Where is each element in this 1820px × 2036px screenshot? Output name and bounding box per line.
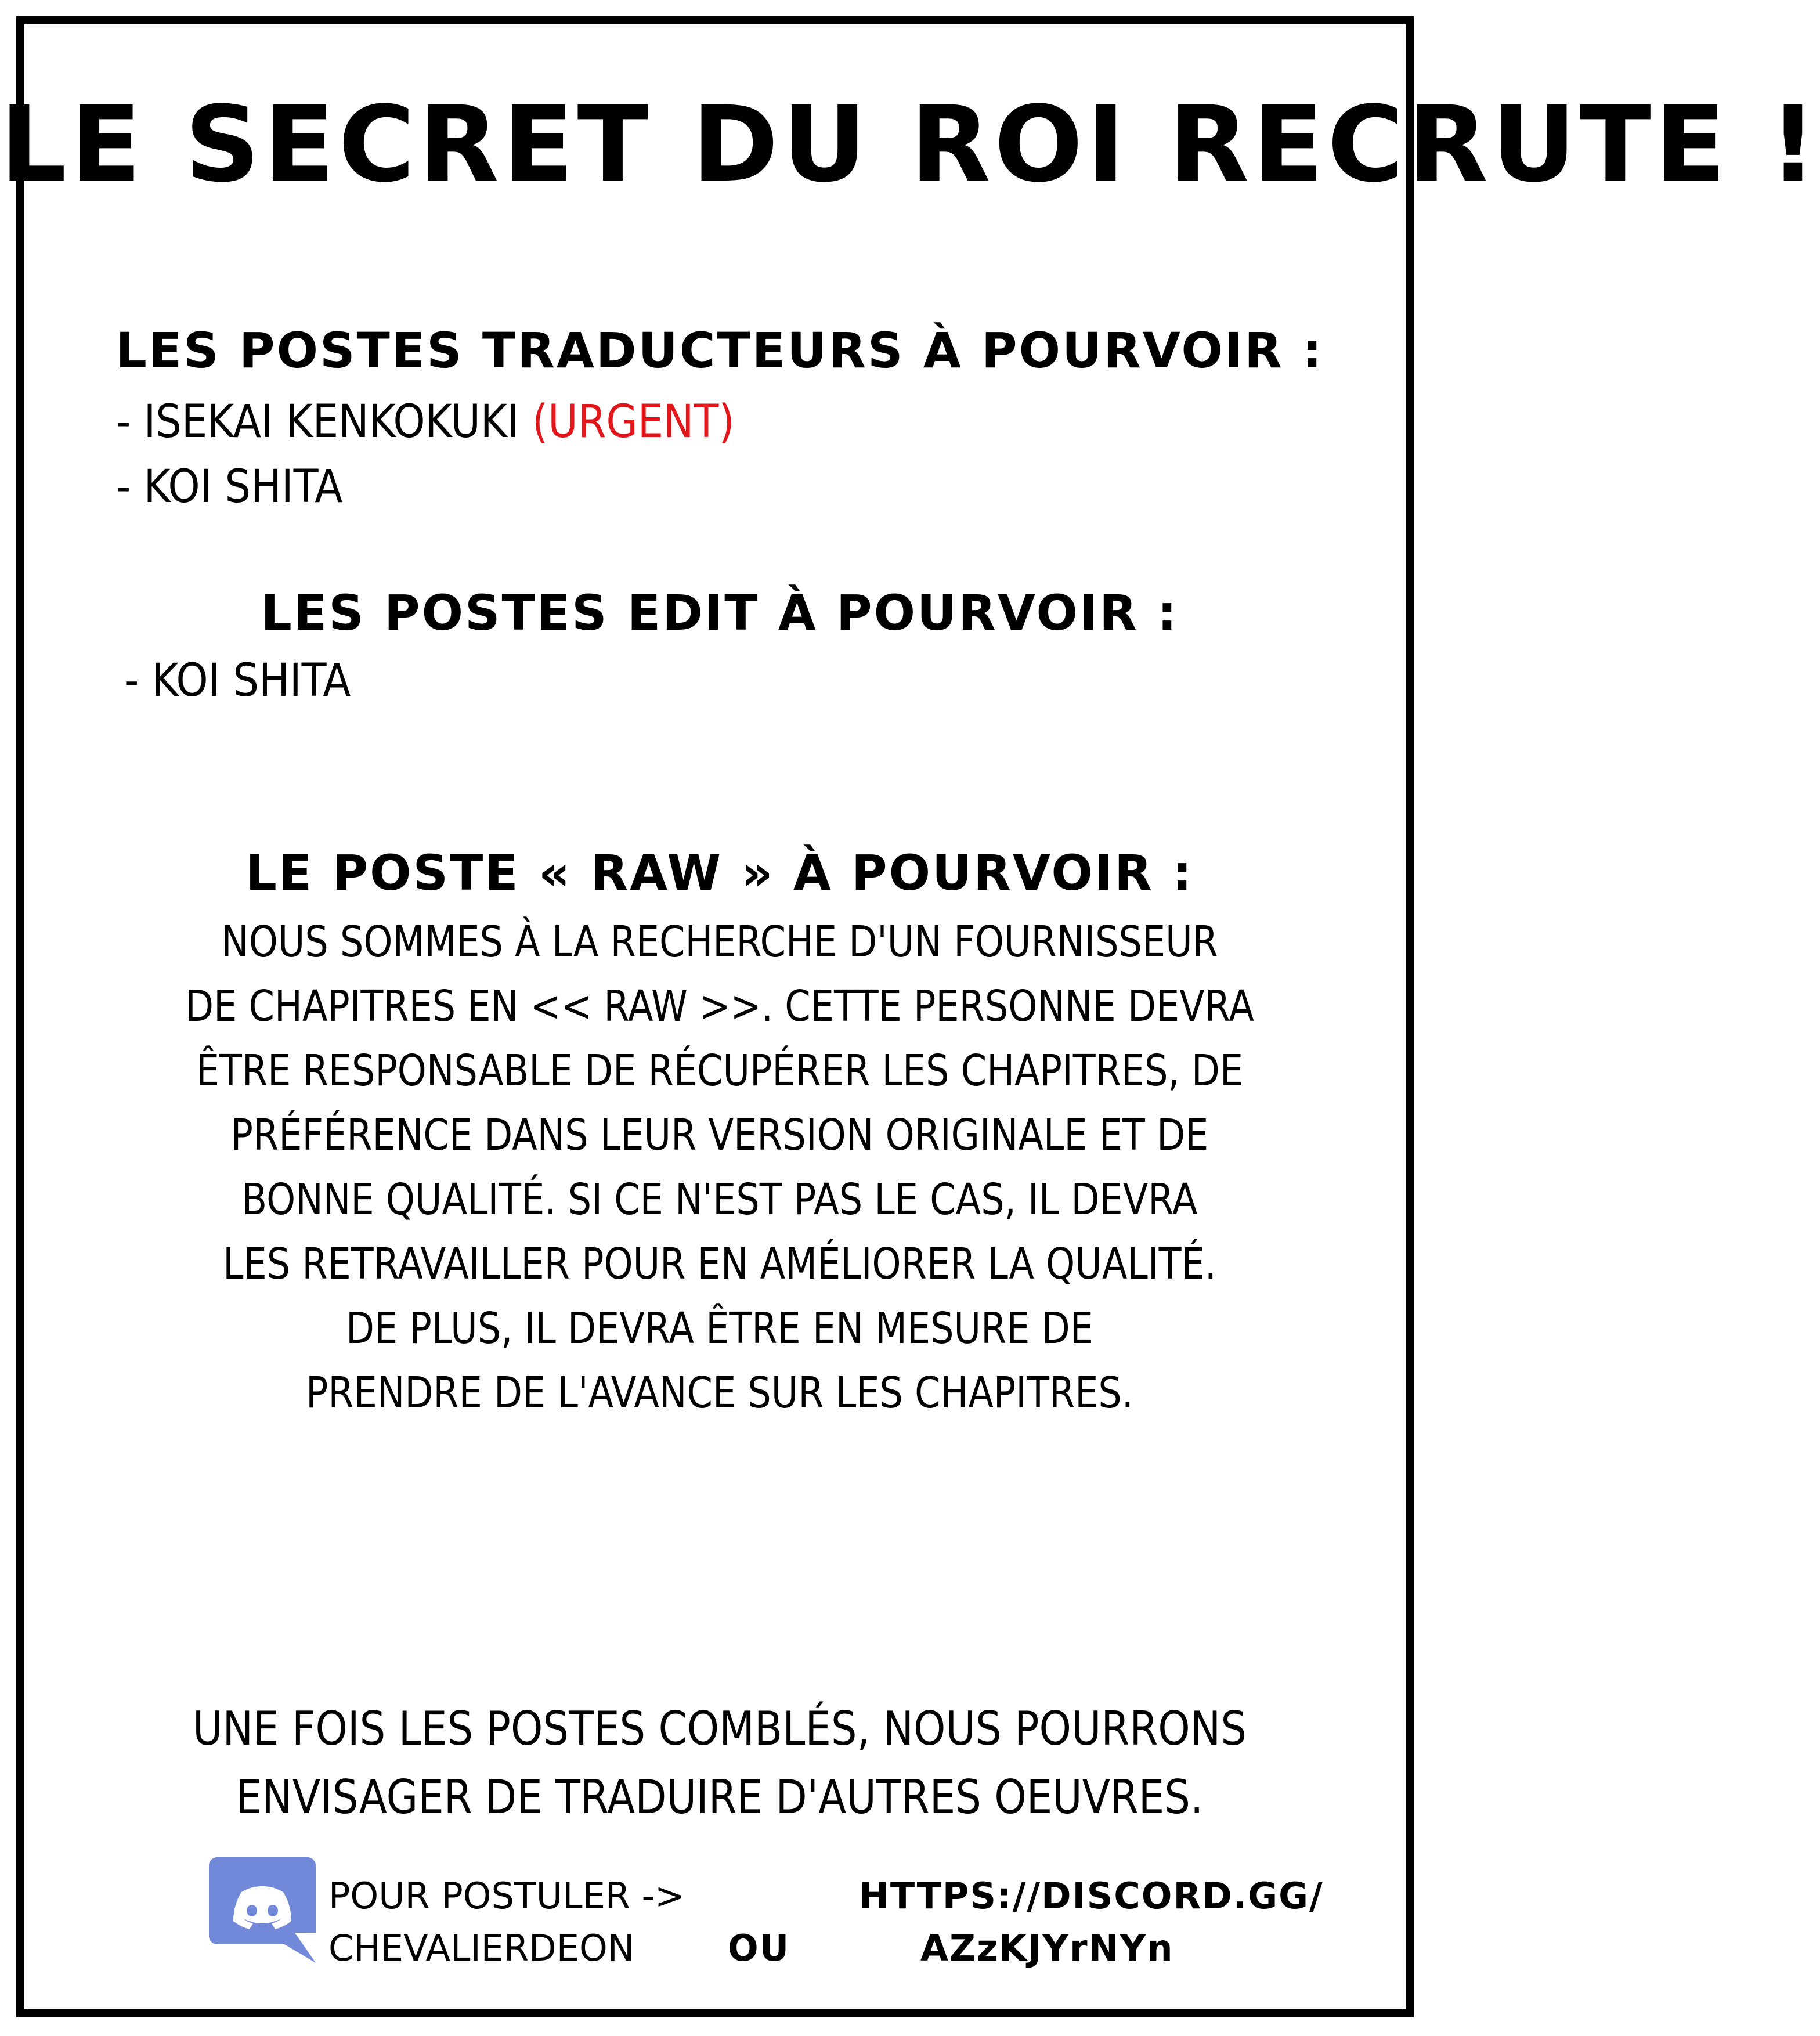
raw-line: DE CHAPITRES EN << RAW >>. CETTE PERSONNE DEVRA — [185, 981, 1254, 1031]
closing-line: UNE FOIS LES POSTES COMBLÉS, NOUS POURRONS — [192, 1702, 1247, 1756]
discord-invite-code[interactable]: AZzKJYrNYn — [920, 1927, 1174, 1969]
raw-description — [101, 910, 1339, 1425]
translator-item-isekai — [116, 396, 735, 448]
discord-link[interactable]: HTTPS://DISCORD.GG/ — [859, 1875, 1324, 1917]
closing-line: ENVISAGER DE TRADUIRE D'AUTRES OEUVRES. — [236, 1770, 1204, 1824]
discord-username: CHEVALIERDEON — [328, 1927, 635, 1969]
raw-line: DE PLUS, IL DEVRA ÊTRE EN MESURE DE — [346, 1304, 1093, 1353]
raw-heading: LE POSTE « RAW » À POURVOIR : — [245, 844, 1194, 901]
raw-line: ÊTRE RESPONSABLE DE RÉCUPÉRER LES CHAPITRES, DE — [196, 1046, 1244, 1096]
translators-heading: LES POSTES TRADUCTEURS À POURVOIR : — [115, 322, 1324, 379]
page-title: LE SECRET DU ROI RECRUTE ! — [0, 84, 1820, 205]
raw-line: PRÉFÉRENCE DANS LEUR VERSION ORIGINALE ET DE — [230, 1110, 1209, 1160]
raw-line: LES RETRAVAILLER POUR EN AMÉLIORER LA QUALITÉ. — [223, 1239, 1216, 1289]
edit-heading: LES POSTES EDIT À POURVOIR : — [261, 584, 1179, 641]
translator-item-koi-shita: - KOI SHITA — [116, 461, 343, 513]
raw-line: PRENDRE DE L'AVANCE SUR LES CHAPITRES. — [305, 1368, 1134, 1418]
closing-message — [86, 1695, 1353, 1832]
urgent-tag: (URGENT) — [532, 396, 735, 448]
raw-line: NOUS SOMMES À LA RECHERCHE D'UN FOURNISSEUR — [221, 917, 1218, 967]
raw-line: BONNE QUALITÉ. SI CE N'EST PAS LE CAS, IL DEVRA — [241, 1175, 1198, 1225]
or-label: OU — [728, 1927, 790, 1969]
translator-item-label: - ISEKAI KENKOKUKI — [116, 396, 532, 448]
discord-icon — [209, 1857, 316, 1963]
edit-item-koi-shita: - KOI SHITA — [124, 655, 351, 707]
apply-label: POUR POSTULER -> — [328, 1875, 685, 1917]
